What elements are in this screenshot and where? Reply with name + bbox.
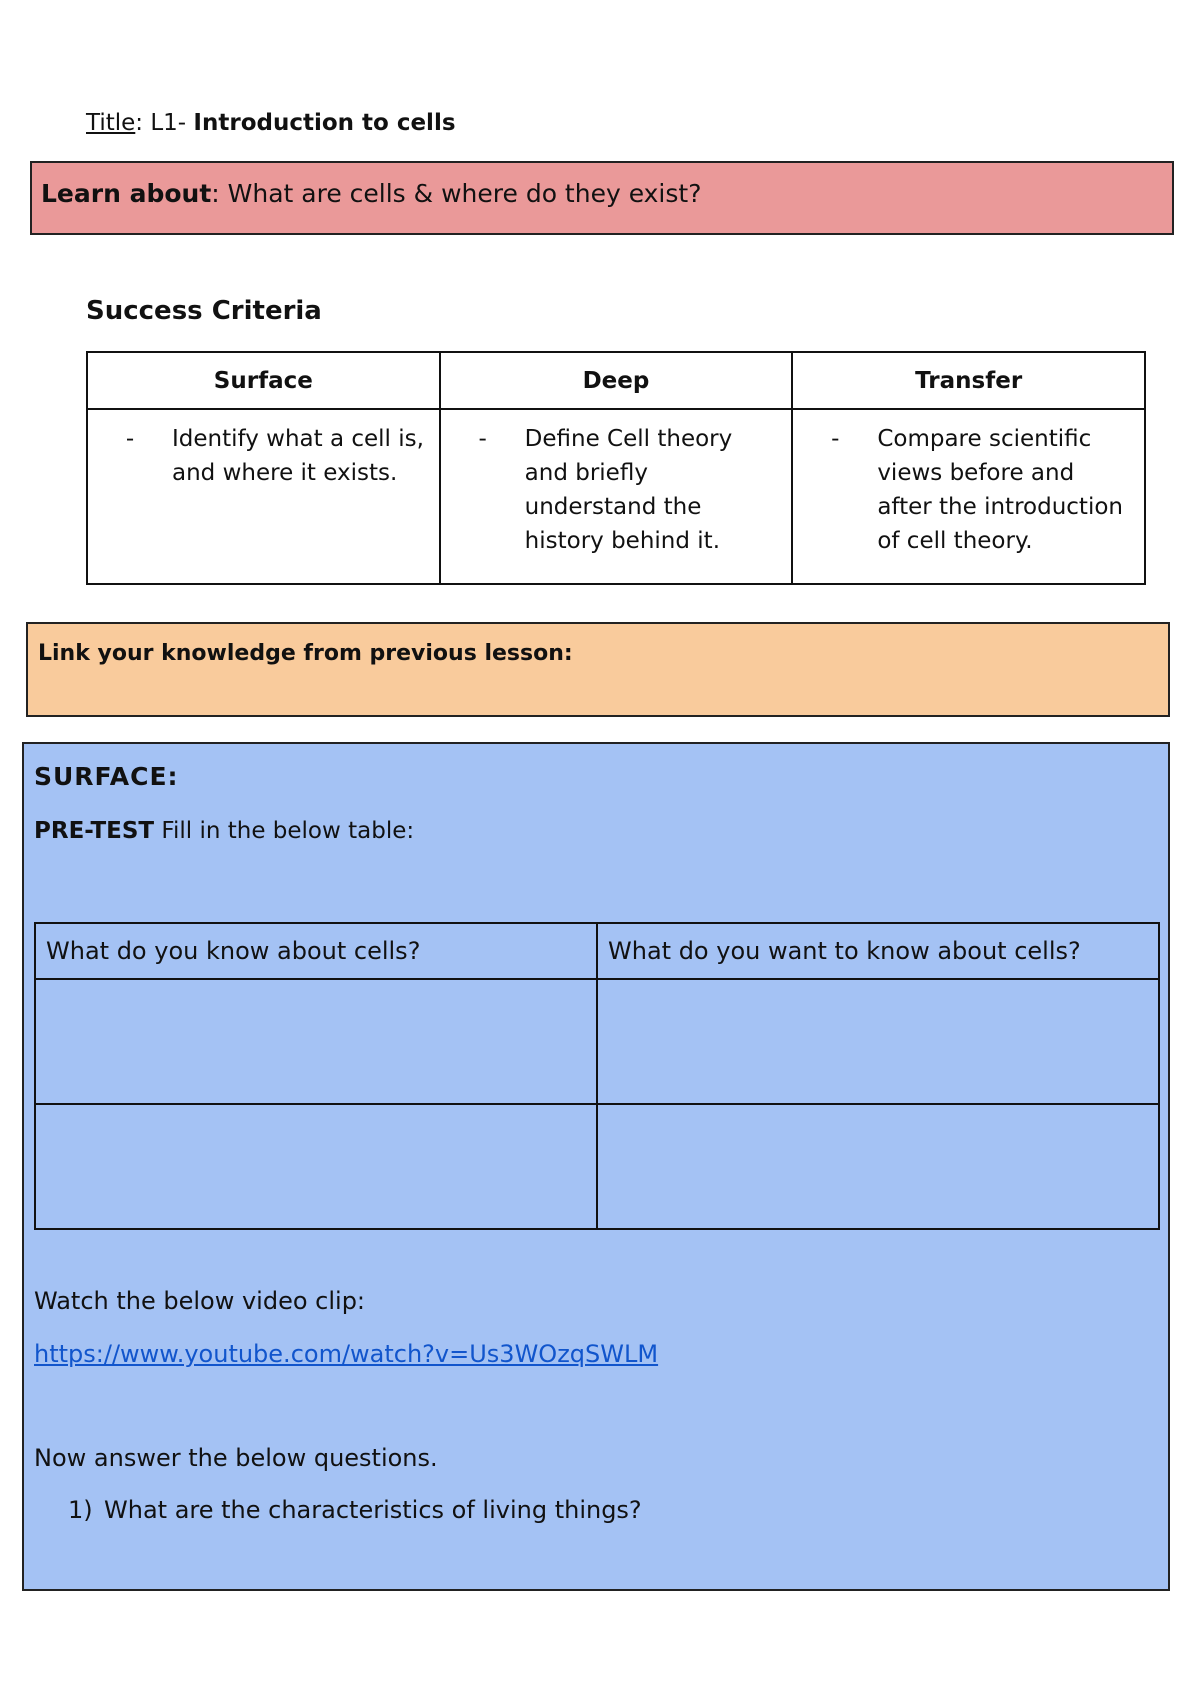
learn-about-box bbox=[30, 161, 1174, 235]
link-knowledge-label: Link your knowledge from previous lesson: bbox=[38, 641, 573, 666]
success-criteria-heading: Success Criteria bbox=[86, 296, 322, 326]
pretest-text: Fill in the below table: bbox=[154, 818, 415, 844]
success-criteria-table bbox=[86, 351, 1146, 585]
list-item bbox=[441, 422, 778, 558]
table-row bbox=[35, 1104, 1159, 1229]
link-knowledge-box[interactable] bbox=[26, 622, 1170, 717]
pretest-instruction bbox=[34, 818, 414, 844]
criteria-cell-deep bbox=[440, 409, 793, 584]
page-title bbox=[86, 110, 456, 136]
know-header: What do you know about cells? bbox=[35, 923, 597, 979]
list-dash: - bbox=[478, 426, 487, 452]
video-link[interactable]: https://www.youtube.com/watch?v=Us3WOzqSWLM bbox=[34, 1340, 659, 1368]
know-answer-cell[interactable] bbox=[35, 979, 597, 1104]
answer-instruction: Now answer the below questions. bbox=[34, 1444, 438, 1472]
criteria-text-transfer: Compare scientific views before and after the introduction of cell theory. bbox=[877, 426, 1123, 554]
table-row bbox=[87, 409, 1145, 584]
list-item bbox=[88, 422, 425, 490]
pretest-label: PRE-TEST bbox=[34, 818, 155, 844]
learn-about-label: Learn about bbox=[41, 179, 212, 208]
title-prefix: : L1- bbox=[135, 110, 194, 136]
question-number: 1) bbox=[68, 1496, 93, 1524]
criteria-cell-transfer bbox=[792, 409, 1145, 584]
list-dash: - bbox=[125, 426, 135, 452]
criteria-header-surface: Surface bbox=[87, 352, 440, 409]
surface-heading: SURFACE: bbox=[34, 762, 179, 791]
want-answer-cell[interactable] bbox=[597, 1104, 1159, 1229]
table-header-row bbox=[87, 352, 1145, 409]
table-header-row bbox=[35, 923, 1159, 979]
criteria-header-transfer: Transfer bbox=[792, 352, 1145, 409]
criteria-cell-surface bbox=[87, 409, 440, 584]
list-item bbox=[793, 422, 1130, 558]
know-want-table bbox=[34, 922, 1160, 1230]
know-answer-cell[interactable] bbox=[35, 1104, 597, 1229]
video-instruction: Watch the below video clip: bbox=[34, 1287, 366, 1315]
question-text: What are the characteristics of living things? bbox=[104, 1496, 642, 1524]
learn-about-text: : What are cells & where do they exist? bbox=[211, 179, 702, 208]
surface-section bbox=[22, 742, 1170, 1591]
list-dash: - bbox=[831, 426, 840, 452]
criteria-header-deep: Deep bbox=[440, 352, 793, 409]
title-text: Introduction to cells bbox=[193, 110, 456, 136]
question-item bbox=[68, 1496, 642, 1524]
title-label: Title bbox=[86, 110, 136, 136]
want-header: What do you want to know about cells? bbox=[597, 923, 1159, 979]
table-row bbox=[35, 979, 1159, 1104]
want-answer-cell[interactable] bbox=[597, 979, 1159, 1104]
criteria-text-surface: Identify what a cell is, and where it exists. bbox=[172, 426, 424, 486]
criteria-text-deep: Define Cell theory and briefly understand the history behind it. bbox=[524, 426, 733, 554]
